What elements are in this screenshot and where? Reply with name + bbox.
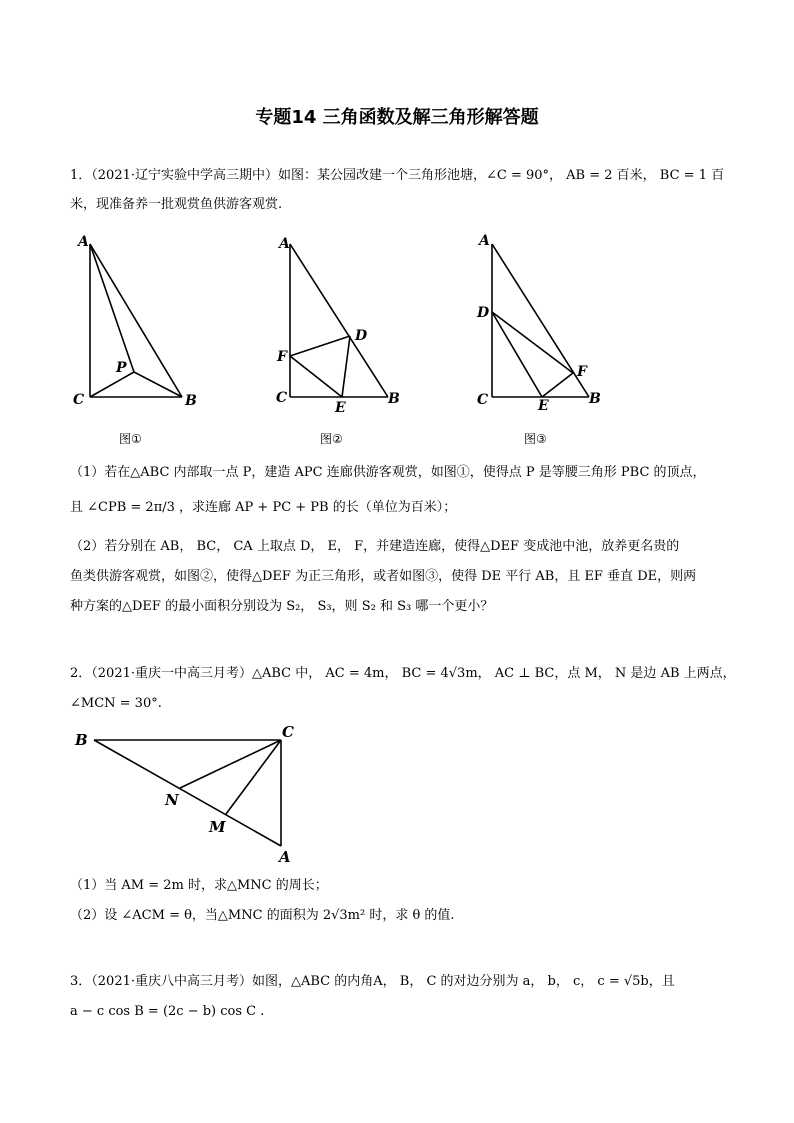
fig1-label-p: P [116, 360, 127, 376]
problem-2-intro: 2．（2021·重庆一中高三月考）△ABC 中， AC = 4m， BC = 4√3m， AC ⊥ BC，点 M， N 是边 AB 上两点， [70, 666, 736, 681]
fig3-label-b: B [589, 391, 601, 407]
figure-1 [70, 230, 210, 415]
fig2-label-e: E [335, 400, 346, 415]
figure-3 [472, 230, 612, 415]
problem-1-question-2-cont2: 种方案的△DEF 的最小面积分别设为 S₂， S₃，则 S₂ 和 S₃ 哪一个更小？ [70, 599, 494, 614]
problem-3-intro-cont: a − c cos B = (2c − b) cos C . [70, 1004, 265, 1019]
problem-3-intro: 3．（2021·重庆八中高三月考）如图，△ABC 的内角A， B， C 的对边分别为 a， b， c， c = √5b，且 [70, 974, 675, 989]
fig2-label-a: A [279, 236, 290, 252]
page-title: 专题14 三角函数及解三角形解答题 [255, 107, 539, 128]
fig3-label-d: D [477, 305, 490, 321]
problem-2-intro-cont: ∠MCN = 30°. [70, 696, 162, 711]
fig-p2-label-a: A [279, 848, 291, 866]
caption-fig-2: 图② [320, 432, 343, 446]
fig3-label-c: C [477, 392, 489, 408]
fig3-label-f: F [577, 364, 587, 380]
fig2-label-b: B [388, 391, 400, 407]
fig2-label-d: D [355, 328, 368, 344]
problem-1-question-2: （2）若分别在 AB， BC， CA 上取点 D， E， F，并建造连廊，使得△DEF 变成池中池，放养更名贵的 [70, 539, 680, 554]
fig1-label-a: A [78, 234, 89, 250]
problem-1-question-1-cont: 且 ∠CPB = 2π/3 ，求连廊 AP + PC + PB 的长（单位为百米）； [70, 500, 457, 515]
fig2-label-f: F [277, 349, 287, 365]
fig3-label-e: E [538, 398, 549, 414]
fig-p2-label-b: B [75, 731, 88, 749]
problem-2-question-1: （1）当 AM = 2m 时，求△MNC 的周长； [70, 878, 328, 893]
fig3-label-a: A [479, 233, 490, 249]
caption-fig-3: 图③ [524, 432, 547, 446]
problem-1-question-1: （1）若在△ABC 内部取一点 P，建造 APC 连廊供游客观赏，如图①，使得点 P 是等腰三角形 PBC 的顶点， [70, 465, 706, 480]
figure-2 [270, 230, 410, 415]
fig-p2-label-m: M [209, 818, 226, 836]
problem-2-question-2: （2）设 ∠ACM = θ，当△MNC 的面积为 2√3m² 时，求 θ 的值. [70, 908, 455, 923]
problem-1-question-2-cont: 鱼类供游客观赏，如图②，使得△DEF 为正三角形，或者如图③，使得 DE 平行 AB，且 EF 垂直 DE，则两 [70, 569, 697, 584]
fig-p2-label-n: N [165, 791, 179, 809]
fig2-label-c: C [276, 390, 288, 406]
problem-1-intro-cont: 米，现准备养一批观赏鱼供游客观赏. [70, 197, 283, 212]
figure-problem-2 [70, 720, 310, 870]
fig-p2-label-c: C [282, 723, 294, 741]
fig1-label-b: B [185, 393, 197, 409]
fig1-label-c: C [73, 392, 85, 408]
caption-fig-1: 图① [119, 432, 142, 446]
problem-1-intro: 1．（2021·辽宁实验中学高三期中）如图：某公园改建一个三角形池塘，∠C = 90°， AB = 2 百米， BC = 1 百 [70, 168, 725, 183]
